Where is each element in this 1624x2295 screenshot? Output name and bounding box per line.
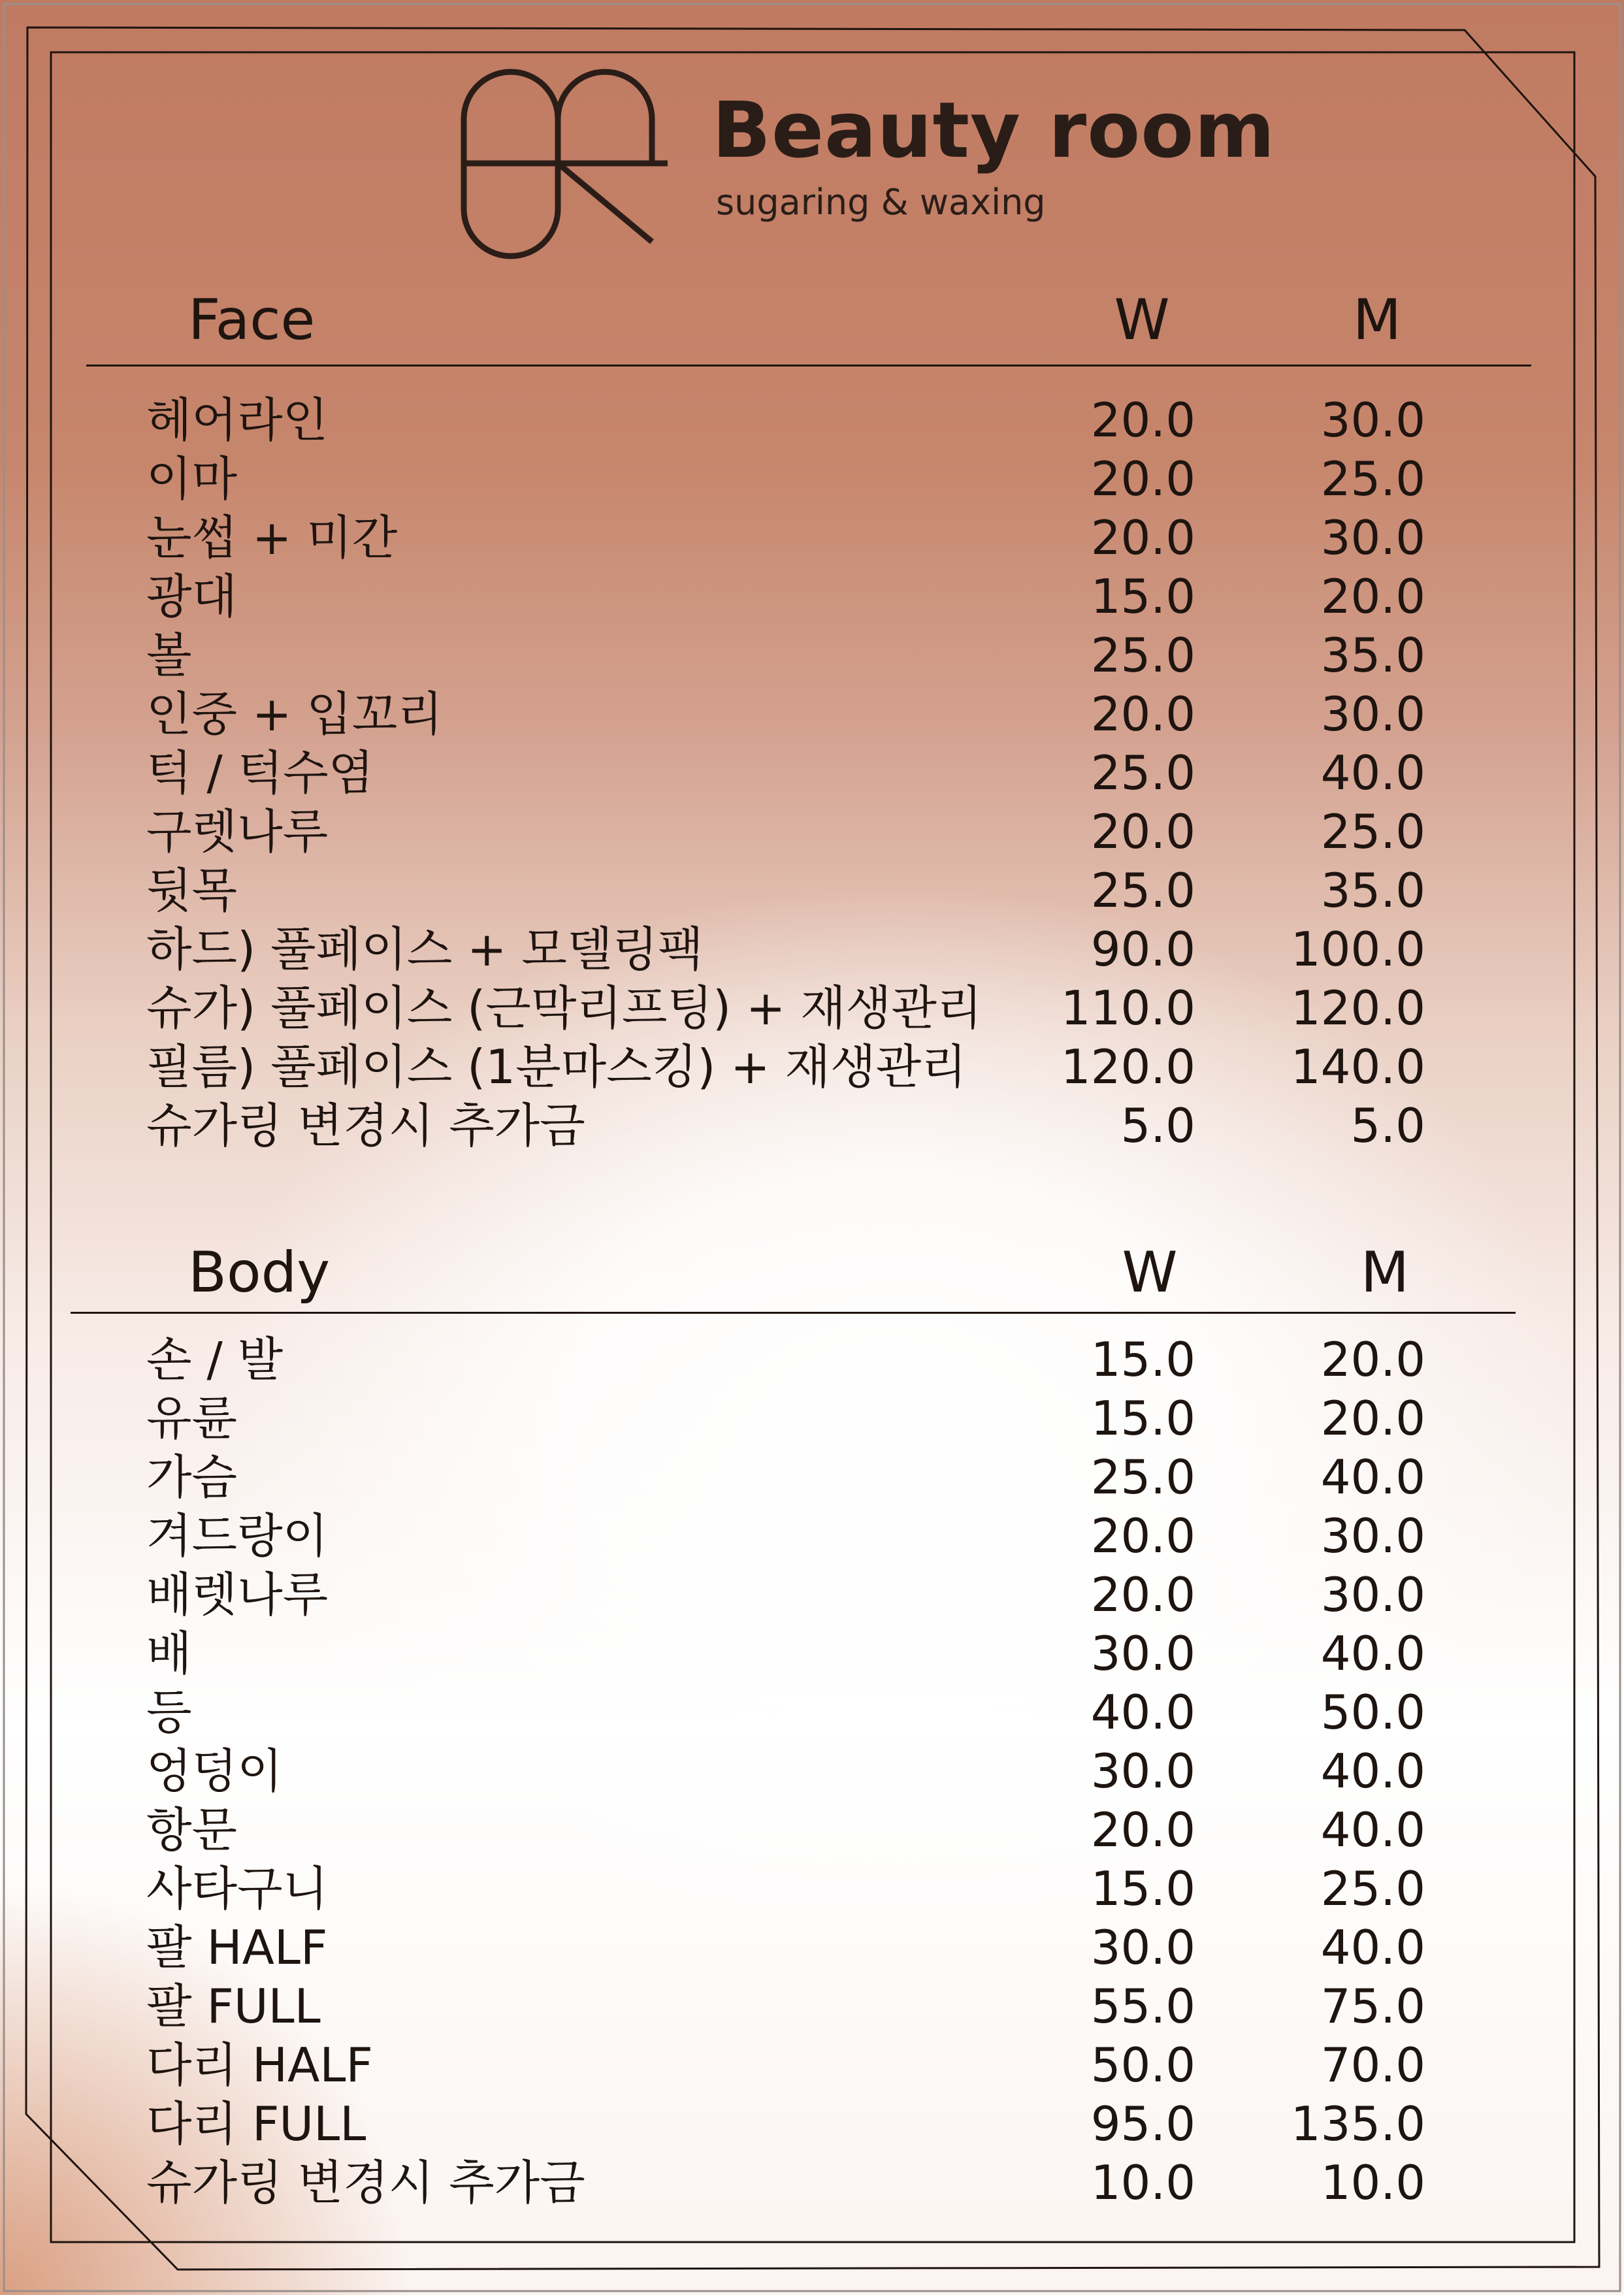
price-row	[0, 2153, 1624, 2212]
price-m: 30.0	[1320, 510, 1425, 565]
price-w: 90.0	[1090, 922, 1195, 977]
price-w: 20.0	[1090, 451, 1195, 506]
price-row	[0, 1683, 1624, 1742]
brand-title: Beauty room	[712, 85, 1276, 175]
price-w: 5.0	[1120, 1098, 1195, 1153]
item-name: 배	[146, 1626, 192, 1681]
item-name: 엉덩이	[146, 1744, 283, 1799]
price-row	[0, 1918, 1624, 1977]
item-name: 팔 HALF	[146, 1920, 328, 1975]
face-price-list	[0, 391, 1624, 1155]
price-m: 35.0	[1320, 863, 1425, 918]
price-w: 20.0	[1090, 1508, 1195, 1563]
item-name: 등	[146, 1685, 192, 1740]
price-row	[0, 391, 1624, 449]
price-row	[0, 1096, 1624, 1155]
body-price-list	[0, 1330, 1624, 2212]
price-m: 40.0	[1320, 1626, 1425, 1681]
price-m: 100.0	[1290, 922, 1425, 977]
item-name: 하드) 풀페이스 + 모델링팩	[146, 922, 704, 977]
item-name: 겨드랑이	[146, 1508, 329, 1563]
price-row	[0, 743, 1624, 802]
price-m: 75.0	[1320, 1979, 1425, 2034]
price-m: 5.0	[1350, 1098, 1425, 1153]
br-monogram-icon	[457, 65, 673, 261]
price-w: 120.0	[1060, 1039, 1195, 1094]
price-m: 25.0	[1320, 1861, 1425, 1916]
price-row	[0, 1389, 1624, 1448]
item-name: 배렛나루	[146, 1567, 329, 1622]
price-row	[0, 2094, 1624, 2153]
face-section-header	[0, 287, 1624, 366]
price-m: 10.0	[1320, 2155, 1425, 2210]
price-row	[0, 1330, 1624, 1389]
price-w: 20.0	[1090, 510, 1195, 565]
price-w: 20.0	[1090, 1802, 1195, 1857]
price-row	[0, 449, 1624, 508]
body-divider	[71, 1312, 1516, 1314]
price-w: 15.0	[1090, 1332, 1195, 1387]
item-name: 뒷목	[146, 863, 238, 918]
price-w: 15.0	[1090, 569, 1195, 624]
item-name: 광대	[146, 569, 238, 624]
item-name: 볼	[146, 628, 192, 683]
price-w: 25.0	[1090, 628, 1195, 683]
price-w: 110.0	[1060, 981, 1195, 1035]
face-section-title: Face	[188, 287, 316, 353]
price-row	[0, 2036, 1624, 2094]
item-name: 필름) 풀페이스 (1분마스킹) + 재생관리	[146, 1039, 967, 1094]
price-w: 25.0	[1090, 745, 1195, 800]
price-row	[0, 1800, 1624, 1859]
price-row	[0, 920, 1624, 979]
price-m: 70.0	[1320, 2038, 1425, 2092]
price-row	[0, 508, 1624, 567]
body-col-m: M	[1360, 1240, 1410, 1305]
price-w: 40.0	[1090, 1685, 1195, 1740]
item-name: 턱 / 턱수염	[146, 745, 374, 800]
price-m: 50.0	[1320, 1685, 1425, 1740]
price-row	[0, 1977, 1624, 2036]
body-col-w: W	[1122, 1240, 1178, 1305]
face-col-w: W	[1114, 287, 1170, 353]
price-m: 120.0	[1290, 981, 1425, 1035]
item-name: 다리 HALF	[146, 2038, 373, 2092]
item-name: 다리 FULL	[146, 2096, 366, 2151]
price-w: 30.0	[1090, 1744, 1195, 1799]
price-row	[0, 685, 1624, 743]
price-row	[0, 1506, 1624, 1565]
item-name: 가슴	[146, 1450, 238, 1505]
price-m: 30.0	[1320, 393, 1425, 448]
price-m: 30.0	[1320, 687, 1425, 741]
price-w: 15.0	[1090, 1861, 1195, 1916]
price-row	[0, 1624, 1624, 1683]
item-name: 유륜	[146, 1391, 238, 1446]
price-w: 15.0	[1090, 1391, 1195, 1446]
price-w: 25.0	[1090, 1450, 1195, 1505]
price-m: 40.0	[1320, 1802, 1425, 1857]
body-section-header	[0, 1240, 1624, 1318]
price-row	[0, 1742, 1624, 1800]
item-name: 이마	[146, 451, 238, 506]
price-w: 20.0	[1090, 687, 1195, 741]
price-m: 40.0	[1320, 1920, 1425, 1975]
face-col-m: M	[1352, 287, 1402, 353]
face-divider	[86, 365, 1531, 366]
price-m: 30.0	[1320, 1508, 1425, 1563]
price-m: 20.0	[1320, 1332, 1425, 1387]
price-row	[0, 1448, 1624, 1506]
price-row	[0, 626, 1624, 685]
price-m: 30.0	[1320, 1567, 1425, 1622]
item-name: 슈가링 변경시 추가금	[146, 2155, 585, 2210]
price-row	[0, 979, 1624, 1037]
price-w: 30.0	[1090, 1626, 1195, 1681]
item-name: 슈가) 풀페이스 (근막리프팅) + 재생관리	[146, 981, 983, 1035]
price-row	[0, 1037, 1624, 1096]
price-w: 20.0	[1090, 393, 1195, 448]
price-w: 95.0	[1090, 2096, 1195, 2151]
price-w: 30.0	[1090, 1920, 1195, 1975]
price-row	[0, 567, 1624, 626]
price-row	[0, 1565, 1624, 1624]
price-w: 25.0	[1090, 863, 1195, 918]
price-m: 25.0	[1320, 451, 1425, 506]
item-name: 사타구니	[146, 1861, 329, 1916]
price-m: 140.0	[1290, 1039, 1425, 1094]
item-name: 구렛나루	[146, 804, 329, 859]
price-m: 40.0	[1320, 745, 1425, 800]
item-name: 헤어라인	[146, 393, 329, 448]
price-row	[0, 861, 1624, 920]
price-m: 135.0	[1290, 2096, 1425, 2151]
price-row	[0, 1859, 1624, 1918]
item-name: 항문	[146, 1802, 238, 1857]
body-section-title: Body	[188, 1240, 331, 1305]
price-m: 40.0	[1320, 1450, 1425, 1505]
brand-subtitle: sugaring & waxing	[716, 182, 1046, 223]
price-m: 35.0	[1320, 628, 1425, 683]
item-name: 슈가링 변경시 추가금	[146, 1098, 585, 1153]
item-name: 손 / 발	[146, 1332, 284, 1387]
item-name: 인중 + 입꼬리	[146, 687, 443, 741]
price-row	[0, 802, 1624, 861]
price-m: 20.0	[1320, 1391, 1425, 1446]
item-name: 팔 FULL	[146, 1979, 321, 2034]
price-m: 25.0	[1320, 804, 1425, 859]
price-w: 10.0	[1090, 2155, 1195, 2210]
item-name: 눈썹 + 미간	[146, 510, 398, 565]
price-w: 55.0	[1090, 1979, 1195, 2034]
price-m: 20.0	[1320, 569, 1425, 624]
price-w: 20.0	[1090, 804, 1195, 859]
price-w: 50.0	[1090, 2038, 1195, 2092]
price-w: 20.0	[1090, 1567, 1195, 1622]
price-m: 40.0	[1320, 1744, 1425, 1799]
